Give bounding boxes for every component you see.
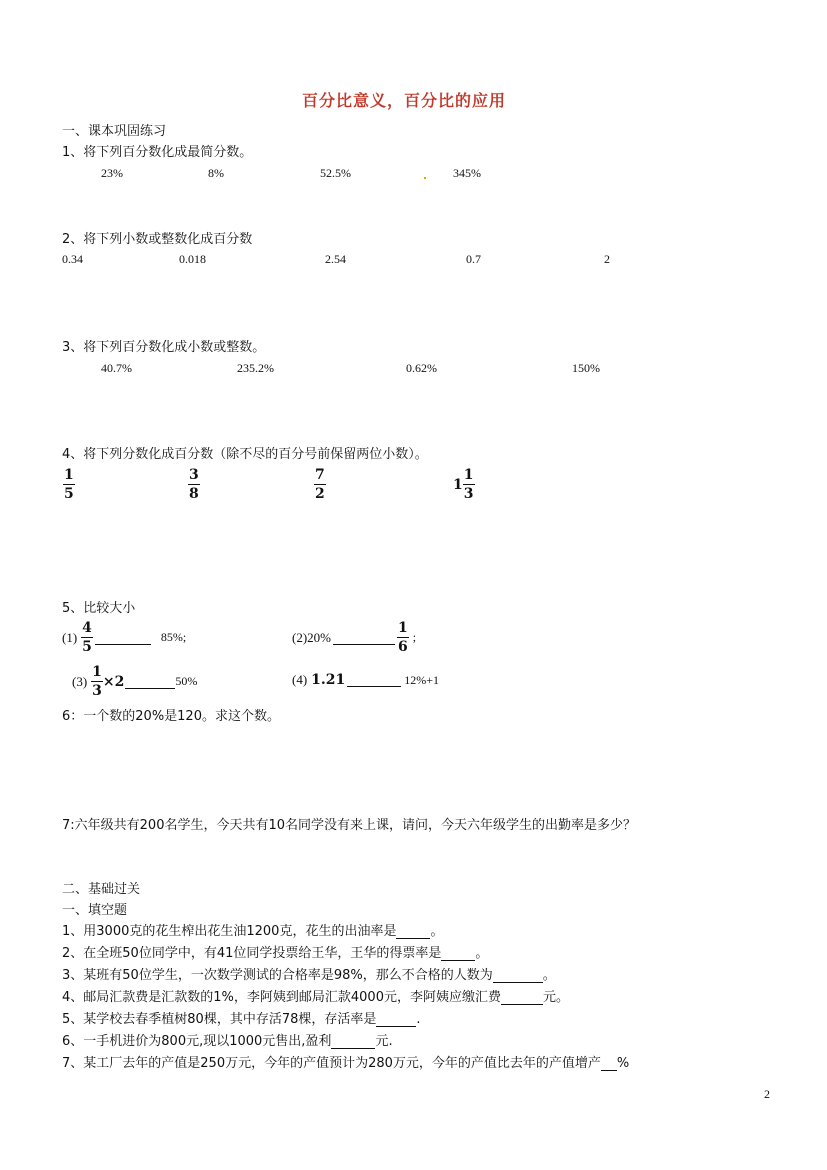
numerator: 1 — [398, 620, 408, 636]
q2-item: 2 — [604, 252, 610, 266]
q2-item: 0.34 — [62, 252, 83, 266]
item-text: 4、邮局汇款费是汇款数的1%，李阿姨到邮局汇款4000元，李阿姨应缴汇费 — [62, 990, 501, 1005]
answer-blank[interactable] — [376, 1013, 416, 1027]
item-suffix: 。 — [430, 924, 444, 939]
compare-value: 12%+1 — [404, 672, 440, 687]
item-text: 3、某班有50位学生，一次数学测试的合格率是98%，那么不合格的人数为 — [62, 968, 493, 983]
item-text: 5、某学校去春季植树80棵，其中存活78棵，存活率是 — [62, 1012, 377, 1027]
fraction-part — [463, 467, 475, 502]
item-suffix: 元。 — [542, 990, 569, 1005]
q4-mixed-number — [453, 467, 475, 502]
fill-blank-item — [62, 1052, 629, 1071]
fill-blank-item — [62, 1030, 393, 1049]
item-label: (1) — [62, 629, 78, 645]
fill-blank-item — [62, 920, 443, 939]
denominator: 8 — [189, 486, 199, 502]
fraction — [397, 620, 409, 655]
subsection-heading: 一、填空题 — [62, 903, 128, 918]
denominator: 5 — [64, 486, 74, 502]
fraction — [81, 620, 93, 655]
answer-blank[interactable] — [347, 673, 401, 687]
q3-item: 0.62% — [406, 361, 437, 375]
question-7: 7:六年级共有200名学生，今天共有10名同学没有来上课，请问，今天六年级学生的出勤率是多少？ — [62, 818, 637, 833]
fill-blank-item — [62, 1008, 421, 1027]
q1-item: 345% — [453, 166, 481, 180]
item-text: 1、用3000克的花生榨出花生油1200克，花生的出油率是 — [62, 924, 397, 939]
item-label: (4) — [292, 672, 308, 687]
denominator: 6 — [398, 639, 408, 655]
compare-value: 50% — [175, 674, 198, 688]
denominator: 2 — [315, 486, 325, 502]
item-suffix: 。 — [475, 946, 489, 961]
item-text: 7、某工厂去年的产值是250万元，今年的产值预计为280万元，今年的产值比去年的产值增产 — [62, 1056, 601, 1071]
section-heading: 一、课本巩固练习 — [62, 124, 167, 139]
fill-blank-item — [62, 986, 569, 1005]
item-label: (3) — [72, 673, 88, 689]
answer-blank[interactable] — [333, 631, 395, 645]
item-suffix: % — [616, 1056, 630, 1071]
item-label: (2)20% — [292, 629, 331, 645]
q2-item: 0.018 — [179, 252, 206, 266]
item-text: 2、在全班50位同学中，有41位同学投票给王华，王华的得票率是 — [62, 946, 442, 961]
whole-part: 1 — [453, 476, 463, 493]
q3-item: 235.2% — [237, 361, 274, 375]
answer-blank[interactable] — [601, 1057, 617, 1071]
answer-blank[interactable] — [125, 675, 175, 689]
q4-fraction — [188, 467, 200, 502]
fill-blank-item — [62, 942, 488, 961]
q1-item: 8% — [208, 166, 224, 180]
q5-compare-3 — [72, 664, 197, 699]
answer-blank[interactable] — [493, 969, 543, 983]
numerator: 1 — [64, 467, 74, 483]
numerator: 4 — [82, 620, 92, 636]
fraction — [91, 664, 103, 699]
q3-item: 40.7% — [101, 361, 132, 375]
item-suffix: . — [416, 1012, 421, 1027]
numerator: 1 — [92, 664, 102, 680]
q3-item: 150% — [572, 361, 600, 375]
section-heading: 二、基础过关 — [62, 882, 141, 897]
q5-compare-1 — [62, 620, 186, 655]
q5-compare-2 — [292, 620, 416, 655]
q2-item: 2.54 — [325, 252, 346, 266]
multiplier: ×2 — [102, 673, 125, 690]
question-4-prompt: 4、将下列分数化成百分数（除不尽的百分号前保留两位小数）。 — [62, 447, 428, 462]
answer-blank[interactable] — [501, 991, 543, 1005]
q5-compare-4 — [292, 672, 439, 688]
q1-item: 23% — [101, 166, 123, 180]
denominator: 5 — [82, 639, 92, 655]
numerator: 1 — [463, 467, 474, 483]
left-value: 1.21 — [311, 672, 346, 688]
stray-dot — [424, 177, 426, 179]
item-suffix: 。 — [542, 968, 556, 983]
numerator: 7 — [315, 467, 325, 483]
q4-fraction — [314, 467, 326, 502]
question-2-prompt: 2、将下列小数或整数化成百分数 — [62, 232, 253, 247]
question-3-prompt: 3、将下列百分数化成小数或整数。 — [62, 340, 266, 355]
item-suffix: 元. — [375, 1034, 393, 1049]
item-text: 6、一手机进价为800元,现以1000元售出,盈利 — [62, 1034, 332, 1049]
answer-blank[interactable] — [95, 631, 151, 645]
page-number: 2 — [764, 1087, 770, 1101]
question-5-prompt: 5、比较大小 — [62, 601, 136, 616]
fill-blank-item — [62, 964, 556, 983]
question-1-prompt: 1、将下列百分数化成最简分数。 — [62, 145, 253, 160]
punctuation: ; — [412, 630, 417, 644]
numerator: 3 — [189, 467, 199, 483]
q1-item: 52.5% — [320, 166, 351, 180]
answer-blank[interactable] — [441, 947, 475, 961]
compare-value: 85%; — [160, 630, 187, 644]
answer-blank[interactable] — [396, 925, 430, 939]
page-title: 百分比意义，百分比的应用 — [302, 91, 507, 110]
q2-item: 0.7 — [466, 252, 481, 266]
answer-blank[interactable] — [331, 1035, 375, 1049]
denominator: 3 — [463, 486, 474, 502]
denominator: 3 — [92, 683, 102, 699]
q4-fraction — [63, 467, 75, 502]
question-6: 6：一个数的20%是120。求这个数。 — [62, 709, 280, 724]
